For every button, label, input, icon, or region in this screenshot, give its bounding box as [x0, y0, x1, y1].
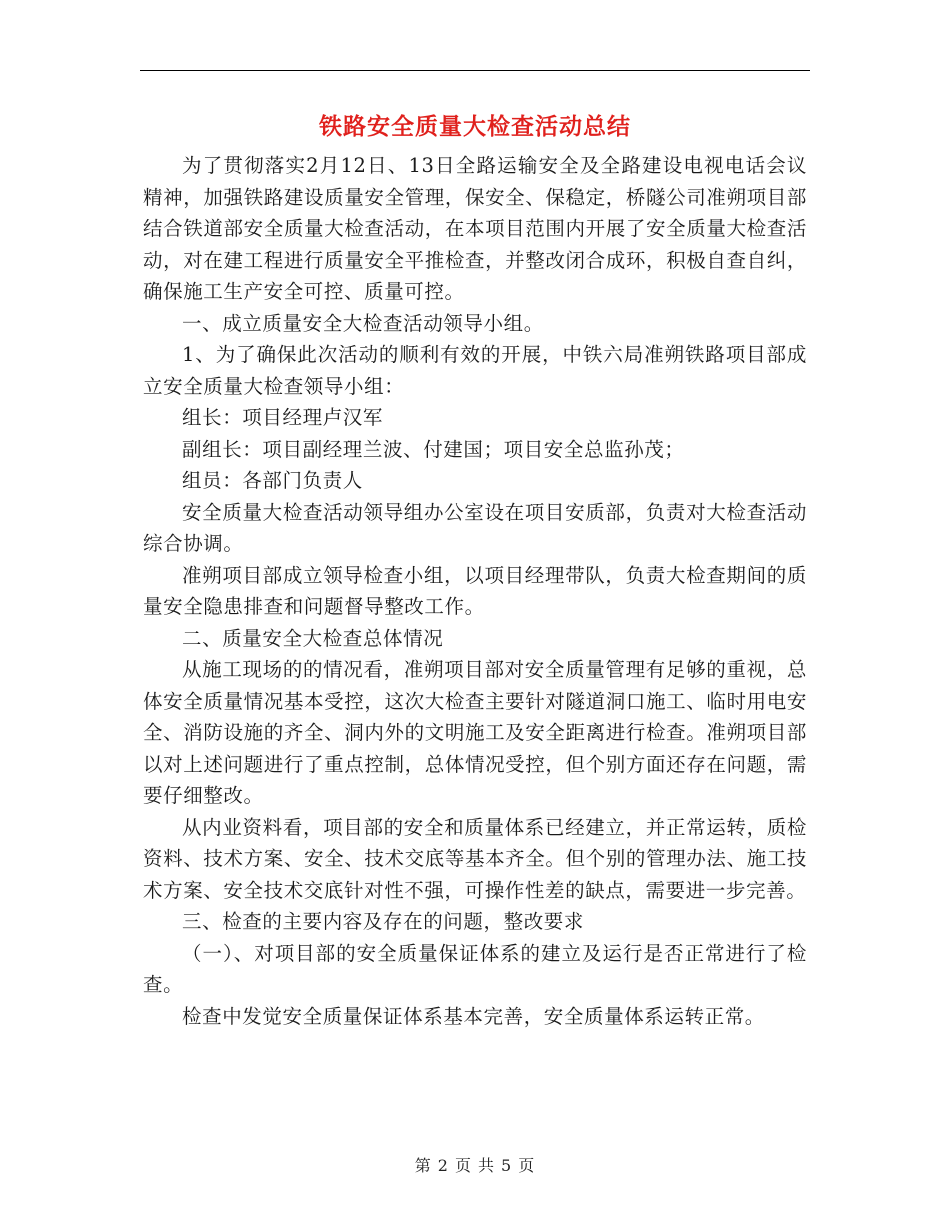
footer-prefix: 第 — [414, 1156, 432, 1175]
footer-middle: 页 共 — [454, 1156, 496, 1175]
paragraph-deputy-leader: 副组长：项目副经理兰波、付建国；项目安全总监孙茂； — [182, 437, 685, 461]
paragraph-members: 组员：各部门负责人 — [182, 469, 363, 492]
page-footer — [0, 1153, 950, 1176]
paragraph-office: 安全质量大检查活动领导组办公室设在项目安质部，负责对大检查活动综合协调。 — [143, 500, 807, 555]
footer-suffix: 页 — [518, 1156, 536, 1175]
subsection-heading-1: （一）、对项目部的安全质量保证体系的建立及运行是否正常进行了检查。 — [143, 941, 807, 996]
document-body — [143, 150, 807, 1032]
paragraph-site-situation: 从施工现场的的情况看，准朔项目部对安全质量管理有足够的重视，总体安全质量情况基本受控，这次大检查主要针对隧道洞口施工、临时用电安全、消防设施的齐全、洞内外的文明施工及安全距离进行检查。准朔项目部以对上述问题进行了重点控制，总体情况受控，但个别方面还存在问题，需要仔细整改。 — [143, 658, 807, 807]
paragraph-internal-docs: 从内业资料看，项目部的安全和质量体系已经建立，并正常运转，质检资料、技术方案、安全、技术交底等基本齐全。但个别的管理办法、施工技术方案、安全技术交底针对性不强，可操作性差的缺点，需要进一步完善。 — [143, 815, 807, 902]
paragraph-findings: 检查中发觉安全质量保证体系基本完善，安全质量体系运转正常。 — [182, 1004, 765, 1028]
footer-total-pages: 5 — [501, 1156, 513, 1175]
paragraph-group-setup: 1、为了确保此次活动的顺利有效的开展，中铁六局准朔铁路项目部成立安全质量大检查领导小组： — [143, 343, 807, 398]
header-rule — [140, 70, 810, 71]
paragraph-inspection-team: 准朔项目部成立领导检查小组，以项目经理带队，负责大检查期间的质量安全隐患排查和问题督导整改工作。 — [143, 563, 807, 618]
footer-current-page: 2 — [437, 1156, 449, 1175]
document-title: 铁路安全质量大检查活动总结 — [319, 113, 631, 140]
section-heading-1: 一、成立质量安全大检查活动领导小组。 — [182, 311, 544, 335]
paragraph-intro: 为了贯彻落实2月12日、13日全路运输安全及全路建设电视电话会议精神，加强铁路建设质量安全管理，保安全、保稳定，桥隧公司准朔项目部结合铁道部安全质量大检查活动，在本项目范围内开展了安全质量大检查活动，对在建工程进行质量安全平推检查，并整改闭合成环，积极自查自纠，确保施工生产安全可控、质量可控。 — [143, 154, 807, 303]
section-heading-3: 三、检查的主要内容及存在的问题，整改要求 — [182, 910, 585, 933]
paragraph-leader: 组长：项目经理卢汉军 — [182, 406, 384, 429]
section-heading-2: 二、质量安全大检查总体情况 — [182, 626, 444, 650]
